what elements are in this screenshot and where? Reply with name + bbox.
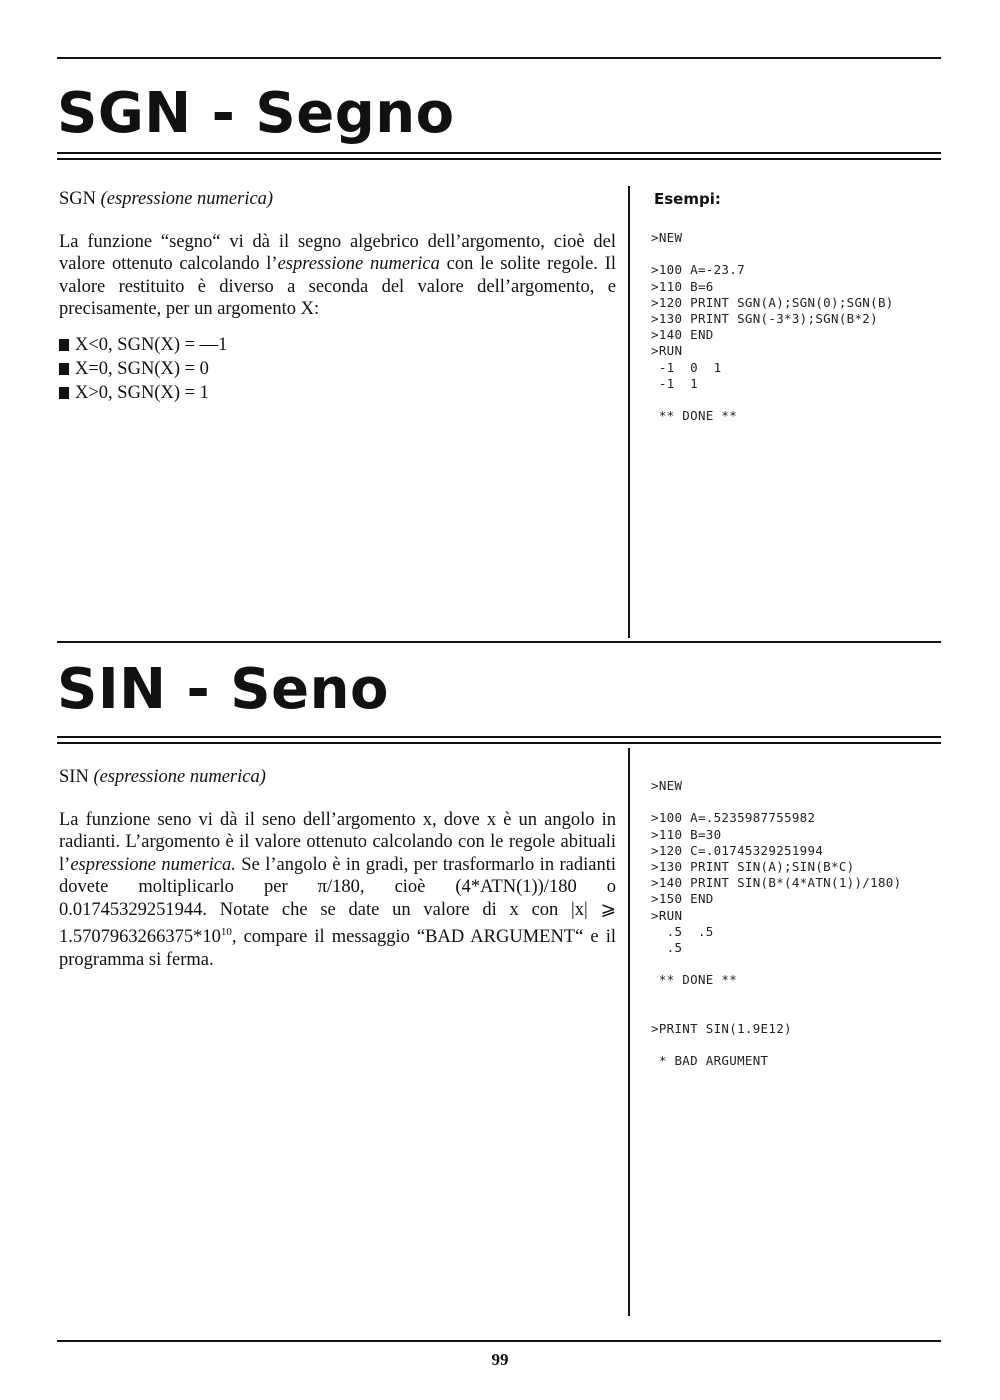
sin-syntax-arg: (espressione numerica): [93, 767, 266, 787]
code-line: >140 PRINT SIN(B*(4*ATN(1))/180): [651, 875, 902, 891]
code-line: >NEW: [651, 778, 683, 793]
sgn-description: La funzione “segno“ vi dà il segno algebrico dell’argomento, cioè del valore ottenuto calcolando l’espressione numerica con le solite regole. Il valore restituito è diverso a seconda del valore dell’argomento, e precisamente, per un argomento X:: [59, 231, 617, 319]
sgn-column-divider: [628, 186, 630, 638]
code-line: [651, 1037, 901, 1053]
code-line: -1 1: [651, 375, 698, 391]
sin-syntax: [59, 766, 616, 789]
examples-label: Esempi:: [654, 190, 721, 208]
code-line: [651, 1005, 901, 1021]
code-line: >130 PRINT SIN(A);SIN(B*C): [651, 859, 855, 875]
sin-title: SIN - Seno: [57, 657, 389, 722]
sin-column-divider: [628, 748, 630, 1316]
code-line: [651, 989, 901, 1005]
code-line: >NEW: [651, 230, 683, 245]
list-item: X=0, SGN(X) = 0: [59, 357, 616, 381]
sgn-bullet-list: [59, 333, 616, 405]
sin-description: La funzione seno vi dà il seno dell’argomento x, dove x è un angolo in radianti. L’argomento è il valore ottenuto calcolando con le regole abituali l’espressione numerica. Se l’angolo è in gradi, per trasformarlo in radianti dovete moltiplicarlo per π/180, cioè (4*ATN(1))/180 o 0.01745329251944. Notate che se date un valore di x con |x| ⩾ $1.5707963266375*10^{10}$, compare il messaggio “BAD ARGUMENT“ e il programma si ferma.: [59, 809, 616, 970]
sgn-title: SGN - Segno: [57, 81, 455, 146]
code-line: ** DONE **: [651, 408, 738, 424]
code-line: >150 END: [651, 891, 714, 907]
code-line: >110 B=30: [651, 826, 722, 842]
code-line: [651, 956, 901, 972]
sin-code-listing: [651, 778, 901, 1070]
middle-rule: [57, 641, 941, 643]
code-line: >100 A=-23.7: [651, 262, 745, 278]
sgn-double-rule: [57, 152, 941, 160]
code-line: -1 0 1: [651, 359, 722, 375]
top-rule: [57, 57, 941, 59]
code-line: .5: [651, 940, 683, 956]
bullet-square-icon: [59, 387, 69, 399]
sgn-syntax-arg: (espressione numerica): [100, 189, 274, 209]
code-line: .5 .5: [651, 923, 714, 939]
code-line: >140 END: [651, 327, 714, 343]
code-line: [651, 246, 894, 262]
code-line: >120 PRINT SGN(A);SGN(0);SGN(B): [651, 294, 894, 310]
code-line: >120 C=.01745329251994: [651, 842, 824, 858]
code-line: >130 PRINT SGN(-3*3);SGN(B*2): [651, 311, 878, 327]
code-line: ** DONE **: [651, 972, 738, 988]
code-line: [651, 794, 901, 810]
code-line: * BAD ARGUMENT: [651, 1053, 769, 1069]
list-item: X<0, SGN(X) = —1: [59, 333, 616, 357]
bullet-square-icon: [59, 363, 69, 375]
code-line: [651, 392, 894, 408]
sgn-code-listing: [651, 230, 894, 424]
list-item: X>0, SGN(X) = 1: [59, 381, 616, 405]
sgn-syntax-name: SGN: [59, 189, 97, 209]
code-line: >RUN: [651, 907, 683, 923]
sgn-syntax: [59, 188, 616, 211]
code-line: >110 B=6: [651, 278, 714, 294]
sin-body: [59, 766, 616, 971]
sgn-body: [59, 188, 616, 405]
code-line: >RUN: [651, 343, 683, 359]
code-line: >PRINT SIN(1.9E12): [651, 1021, 792, 1037]
bottom-rule: [57, 1340, 941, 1342]
code-line: >100 A=.5235987755982: [651, 810, 816, 826]
page-number: 99: [491, 1350, 509, 1369]
bullet-square-icon: [59, 339, 69, 351]
sin-double-rule: [57, 736, 941, 744]
sin-syntax-name: SIN: [59, 767, 89, 787]
